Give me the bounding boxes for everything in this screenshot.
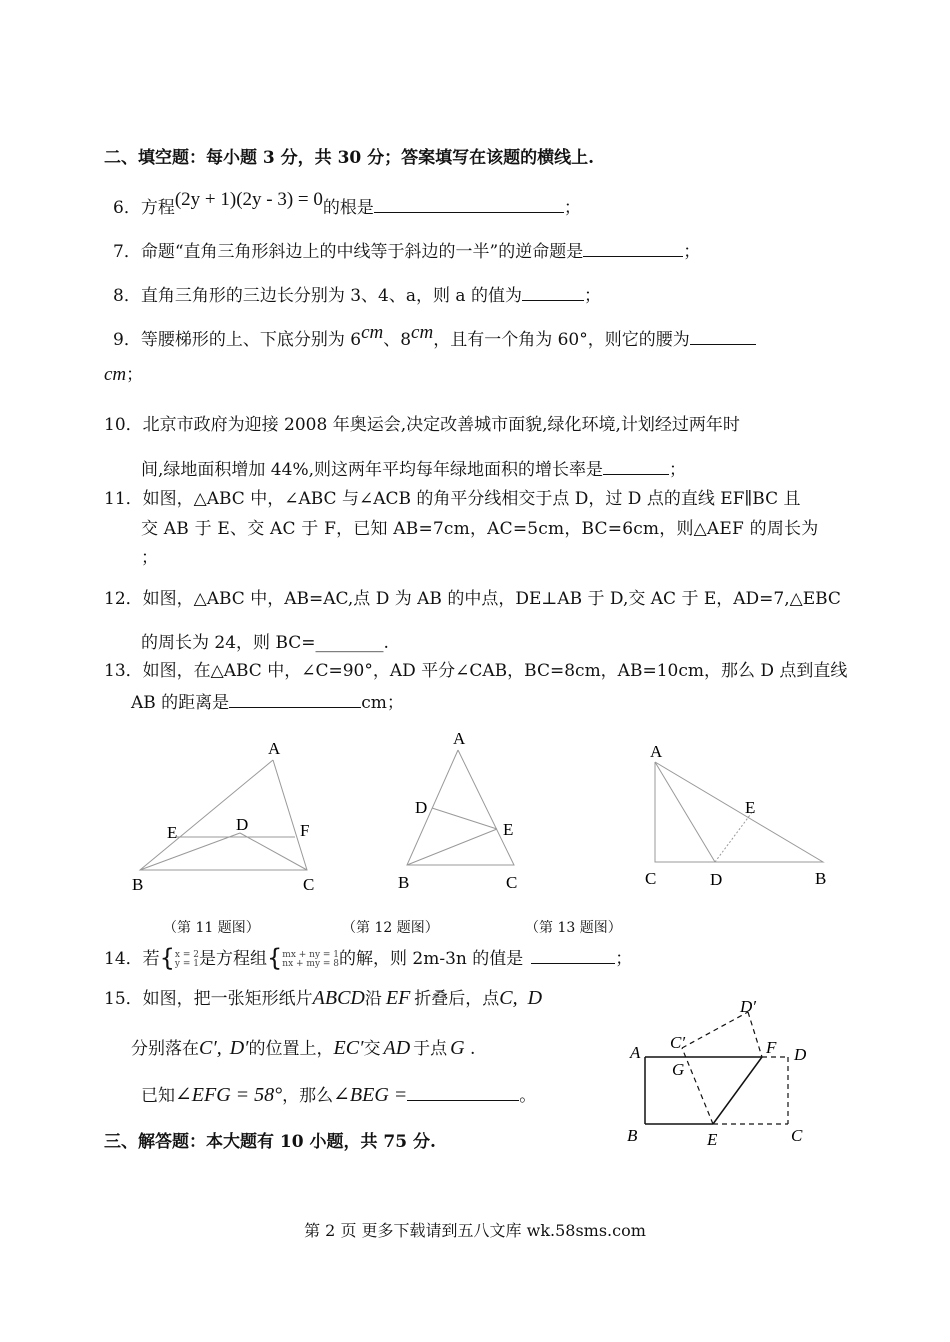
q11-number: 11． <box>104 489 143 509</box>
q15-ec1: EC′ <box>333 1037 364 1059</box>
q15-line3-prefix: 已知 <box>141 1086 175 1106</box>
q10-line2-row <box>141 455 686 480</box>
q15-angle-beg: ∠BEG = <box>333 1084 408 1106</box>
fig15-label-c1: C′ <box>670 1033 686 1052</box>
q15-line1-prefix: 如图，把一张矩形纸片 <box>142 989 313 1009</box>
q6-suffix: 的根是 <box>322 198 374 218</box>
fig11-bd-line <box>140 833 240 870</box>
fig15-label-g: G <box>672 1060 685 1079</box>
fig12-label-e: E <box>503 820 514 839</box>
fig12-label-c: C <box>506 873 518 892</box>
fig13-triangle <box>655 762 823 862</box>
q9-unit-b: cm <box>411 322 434 343</box>
q14-sys2-row2: nx + my = 8 <box>282 958 340 969</box>
question-8 <box>113 281 601 306</box>
q8-end: ； <box>583 286 601 306</box>
q14-sys1-row1: x = 2 <box>174 949 199 960</box>
q7-number: 7． <box>113 242 141 262</box>
fig15-label-b: B <box>627 1126 638 1145</box>
fig11-label-a: A <box>268 739 281 758</box>
q14-system-2 <box>282 951 339 969</box>
fig15-ef <box>713 1057 762 1124</box>
q15-intersect: 交 <box>363 1039 381 1059</box>
fig11-label-c: C <box>303 875 315 894</box>
q15-line3-mid: ，那么 <box>282 1086 334 1106</box>
question-10 <box>104 410 740 435</box>
q15-ad: AD <box>383 1037 411 1059</box>
q12-line1: 如图，△ABC 中，AB=AC,点 D 为 AB 的中点，DE⊥AB 于 D,交 AC 于 E，AD=7,△EBC <box>142 589 841 609</box>
q15-answer-blank[interactable] <box>407 1086 519 1101</box>
q14-prefix: 若 <box>142 949 160 969</box>
q15-end: 。 <box>519 1086 537 1106</box>
q14-answer-blank[interactable] <box>531 949 615 964</box>
q15-abcd: ABCD <box>312 987 365 1009</box>
q15-at-point: 于点 <box>413 1039 448 1059</box>
q14-mid: 是方程组 <box>199 949 267 969</box>
q7-answer-blank[interactable] <box>583 242 683 257</box>
figure-13 <box>635 735 835 895</box>
q9-mid: 、8 <box>383 330 412 350</box>
q7-text: 命题“直角三角形斜边上的中线等于斜边的一半”的逆命题是 <box>140 242 584 262</box>
fig13-caption: （第 13 题图） <box>525 920 622 936</box>
fig12-caption: （第 12 题图） <box>342 920 439 936</box>
fig11-label-b: B <box>132 875 144 894</box>
q9-line2 <box>104 360 143 386</box>
fig13-label-d: D <box>710 870 723 889</box>
q9-number: 9． <box>113 330 141 350</box>
q15-line2-prefix: 分别落在 <box>131 1039 199 1059</box>
fig12-label-a: A <box>453 729 466 748</box>
question-14 <box>104 944 632 972</box>
fig12-label-d: D <box>415 798 428 817</box>
q7-end: ； <box>683 242 701 262</box>
page-footer: 第 2 页 更多下载请到五八文库 wk.58sms.com <box>304 1221 646 1240</box>
q13-line2-end: cm； <box>361 693 404 713</box>
question-9 <box>113 322 756 351</box>
q11-line1: 如图，△ABC 中，∠ABC 与∠ACB 的角平分线相交于点 D，过 D 点的直线 EF∥BC 且 <box>142 489 801 509</box>
q6-end: ； <box>563 198 581 218</box>
q12-number: 12． <box>104 589 143 609</box>
q6-equation: (2y + 1)(2y - 3) = 0 <box>174 189 323 210</box>
fig11-caption: （第 11 题图） <box>163 920 260 936</box>
section-2-heading: 二、填空题：每小题 3 分，共 30 分；答案填写在该题的横线上. <box>104 148 595 168</box>
question-7 <box>113 237 700 262</box>
q15-ef: EF <box>385 987 411 1009</box>
q14-sys1-row2: y = 1 <box>174 958 199 969</box>
q14-end: ； <box>615 949 633 969</box>
figure-15 <box>620 990 820 1150</box>
fig12-label-b: B <box>398 873 410 892</box>
question-6 <box>113 189 581 219</box>
fig11-label-d: D <box>236 815 249 834</box>
q6-number: 6． <box>113 198 141 218</box>
fig15-label-a: A <box>630 1043 641 1062</box>
q15-number: 15． <box>104 989 143 1009</box>
fig15-c1d1-dashed <box>682 1012 748 1048</box>
q13-answer-blank[interactable] <box>229 693 361 708</box>
figure-12 <box>390 725 530 900</box>
q9-unit-a: cm <box>361 322 384 343</box>
q10-end: ； <box>669 460 686 480</box>
q11-line2: 交 AB 于 E、交 AC 于 F，已知 AB=7cm，AC=5cm，BC=6cm，则△AEF 的周长为 <box>141 519 819 539</box>
fig15-label-f: F <box>766 1038 777 1057</box>
q10-number: 10． <box>104 415 143 435</box>
fig13-ad-line <box>655 762 715 862</box>
fig13-label-c: C <box>645 869 657 888</box>
question-11 <box>104 484 801 509</box>
q8-answer-blank[interactable] <box>522 286 584 301</box>
fig11-label-e: E <box>167 823 178 842</box>
q15-line2: 分别落在C′, D′的位置上，EC′交 AD 于点 G . <box>131 1037 476 1059</box>
q15-angle-efg: ∠EFG = 58° <box>175 1084 283 1106</box>
q14-brace-1: { <box>159 944 175 972</box>
q6-answer-blank[interactable] <box>374 198 564 213</box>
q8-number: 8． <box>113 286 141 306</box>
fig15-label-e: E <box>707 1130 718 1149</box>
q14-suffix: 的解，则 2m-3n 的值是 <box>339 949 524 969</box>
q9-prefix: 等腰梯形的上、下底分别为 6 <box>140 330 362 350</box>
fig11-label-f: F <box>300 821 310 840</box>
q13-line2-row <box>131 688 404 713</box>
fig15-d1f-dashed <box>748 1012 762 1057</box>
fig13-label-a: A <box>650 742 663 761</box>
q9-end: ； <box>126 365 144 385</box>
q13-line2: AB 的距离是 <box>131 693 230 713</box>
q12-line2: 的周长为 24，则 BC=________. <box>141 633 389 653</box>
q15-point-c: C, <box>499 987 518 1009</box>
q6-prefix: 方程 <box>140 198 175 218</box>
q15-point-g: G <box>450 1037 465 1059</box>
q15-line1-suffix: 折叠后，点 <box>414 989 500 1009</box>
q15-along: 沿 <box>364 989 382 1009</box>
q10-answer-blank[interactable] <box>603 460 669 475</box>
fig11-triangle <box>140 760 310 870</box>
question-15 <box>104 984 542 1010</box>
q13-line1: 如图，在△ABC 中，∠C=90°，AD 平分∠CAB，BC=8cm，AB=10cm，那么 D 点到直线 <box>142 661 848 681</box>
question-12 <box>104 584 841 609</box>
section-3-heading: 三、解答题：本大题有 10 小题，共 75 分. <box>104 1132 436 1152</box>
q14-number: 14． <box>104 949 143 969</box>
question-13 <box>104 656 847 681</box>
q14-sys2-row1: mx + ny = 1 <box>282 949 340 960</box>
q15-point-d1: D′ <box>229 1037 249 1059</box>
q15-line3 <box>141 1081 536 1107</box>
fig15-label-c: C <box>791 1126 803 1145</box>
figure-11 <box>125 730 330 900</box>
fig15-ec1-dashed <box>682 1048 713 1124</box>
q15-point-c1: C′, <box>199 1037 222 1059</box>
q9-unit-c: cm <box>104 364 127 385</box>
fig13-label-b: B <box>815 869 827 888</box>
q9-suffix: ，且有一个角为 60°，则它的腰为 <box>433 330 690 350</box>
q14-brace-2: { <box>267 944 283 972</box>
fig13-de-line <box>715 811 753 862</box>
q10-line1: 北京市政府为迎接 2008 年奥运会,决定改善城市面貌,绿化环境,计划经过两年时 <box>142 415 740 435</box>
q14-system-1 <box>175 951 199 969</box>
q8-text: 直角三角形的三边长分别为 3、4、a，则 a 的值为 <box>140 286 522 306</box>
q11-line3: ； <box>141 548 158 568</box>
q9-answer-blank[interactable] <box>690 330 756 345</box>
fig15-label-d: D <box>794 1045 807 1064</box>
fig13-label-e: E <box>745 798 756 817</box>
q15-line2-mid: 的位置上， <box>248 1039 334 1059</box>
fig15-label-d1: D′ <box>740 997 756 1016</box>
q10-line2: 间,绿地面积增加 44%,则这两年平均每年绿地面积的增长率是 <box>141 460 603 480</box>
q15-point-d: D <box>527 987 543 1009</box>
q13-number: 13． <box>104 661 143 681</box>
